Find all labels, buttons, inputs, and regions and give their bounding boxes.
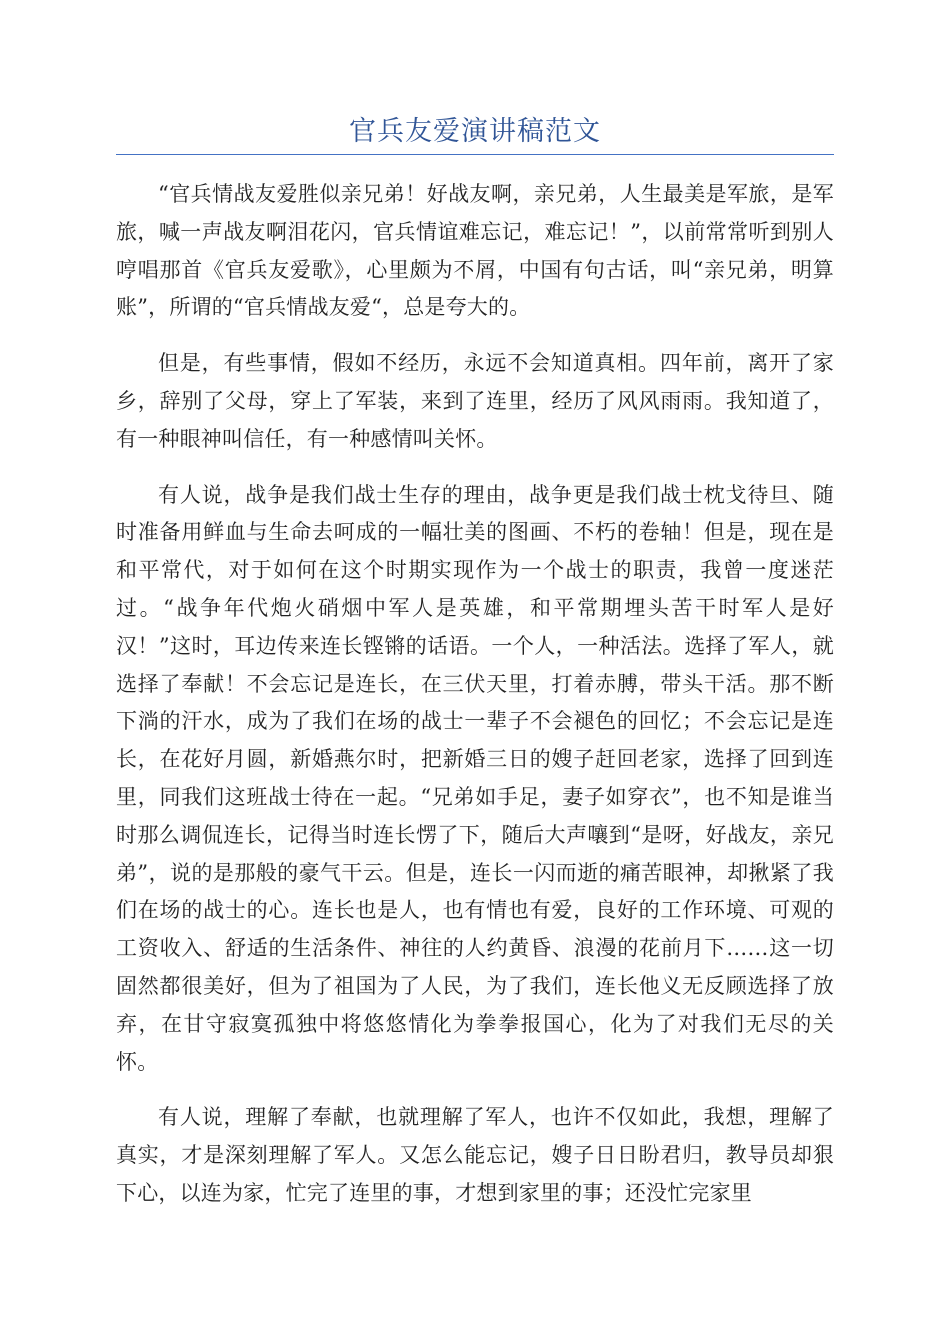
paragraph-4: 有人说，理解了奉献，也就理解了军人，也许不仅如此，我想，理解了真实，才是深刻理解了军人。又怎么能忘记，嫂子日日盼君归，教导员却狠下心，以连为家，忙完了连里的事，才想到家里的事；还没忙完家里 xyxy=(116,1105,834,1205)
document-body xyxy=(116,176,834,1231)
paragraph-1: “官兵情战友爱胜似亲兄弟！好战友啊，亲兄弟，人生最美是军旅，是军旅，喊一声战友啊泪花闪，官兵情谊难忘记，难忘记！”，以前常常听到别人哼唱那首《官兵友爱歌》，心里颇为不屑，中国有句古话，叫“亲兄弟，明算账”，所谓的“官兵情战友爱“，总是夸大的。 xyxy=(116,182,834,320)
title-underline xyxy=(116,154,834,155)
paragraph-3: 有人说，战争是我们战士生存的理由，战争更是我们战士枕戈待旦、随时准备用鲜血与生命去呵成的一幅壮美的图画、不朽的卷轴！但是，现在是和平常代，对于如何在这个时期实现作为一个战士的职责，我曾一度迷茫过。“战争年代炮火硝烟中军人是英雄，和平常期埋头苦干时军人是好汉！”这时，耳边传来连长铿锵的话语。一个人，一种活法。选择了军人，就选择了奉献！不会忘记是连长，在三伏天里，打着赤膊，带头干活。那不断下淌的汗水，成为了我们在场的战士一辈子不会褪色的回忆；不会忘记是连长，在花好月圆，新婚燕尔时，把新婚三日的嫂子赶回老家，选择了回到连里，同我们这班战士待在一起。“兄弟如手足，妻子如穿衣”，也不知是谁当时那么调侃连长，记得当时连长愣了下，随后大声嚷到“是呀，好战友，亲兄弟”，说的是那般的豪气干云。但是，连长一闪而逝的痛苦眼神，却揪紧了我们在场的战士的心。连长也是人，也有情也有爱，良好的工作环境、可观的工资收入、舒适的生活条件、神往的人约黄昏、浪漫的花前月下……这一切固然都很美好，但为了祖国为了人民，为了我们，连长他义无反顾选择了放弃，在甘守寂寞孤独中将悠悠情化为拳拳报国心，化为了对我们无尽的关怀。 xyxy=(116,482,834,1074)
document-title: 官兵友爱演讲稿范文 xyxy=(349,116,601,147)
paragraph-2: 但是，有些事情，假如不经历，永远不会知道真相。四年前，离开了家乡，辞别了父母，穿上了军装，来到了连里，经历了风风雨雨。我知道了，有一种眼神叫信任，有一种感情叫关怀。 xyxy=(116,351,834,451)
